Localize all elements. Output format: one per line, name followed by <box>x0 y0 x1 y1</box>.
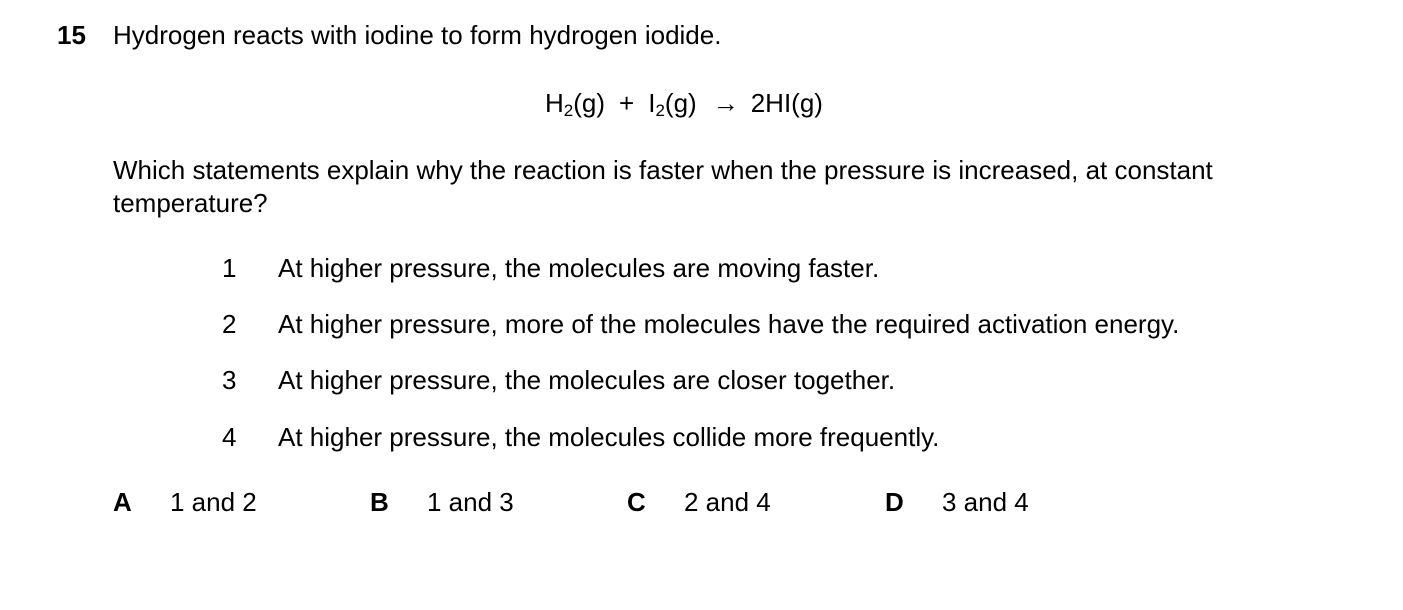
option-letter: D <box>885 487 904 517</box>
question-number: 15 <box>57 20 86 50</box>
statement-item <box>222 365 895 395</box>
statement-number: 3 <box>222 365 237 395</box>
answer-option-b[interactable] <box>370 487 514 517</box>
option-text: 3 and 4 <box>942 487 1029 517</box>
product-hydrogen-iodide: 2HI(g) <box>750 88 823 118</box>
answer-option-c[interactable] <box>627 487 771 517</box>
option-letter: B <box>370 487 389 517</box>
statement-text: At higher pressure, the molecules collide more frequently. <box>278 422 940 452</box>
answer-option-d[interactable] <box>885 487 1029 517</box>
option-letter: C <box>627 487 646 517</box>
answer-option-a[interactable] <box>113 487 257 517</box>
reactant-hydrogen: $H_2(g)$ <box>545 88 606 120</box>
reactant-iodine: $I_2(g)$ <box>648 88 697 120</box>
statement-number: 1 <box>222 253 237 283</box>
plus-sign: + <box>619 88 635 118</box>
option-text: 1 and 3 <box>427 487 514 517</box>
statement-item <box>222 422 939 452</box>
statement-text: At higher pressure, the molecules are moving faster. <box>278 253 880 283</box>
statement-number: 4 <box>222 422 237 452</box>
statement-number: 2 <box>222 309 237 339</box>
statement-text: At higher pressure, the molecules are closer together. <box>278 365 896 395</box>
question-stem: Hydrogen reacts with iodine to form hydrogen iodide. <box>113 20 722 50</box>
statement-item <box>222 309 1179 339</box>
option-letter: A <box>113 487 132 517</box>
question-prompt: Which statements explain why the reaction is faster when the pressure is increased, at constant temperature? <box>113 155 1213 218</box>
statement-item <box>222 253 879 283</box>
option-text: 1 and 2 <box>170 487 257 517</box>
reaction-arrow: → <box>712 88 739 118</box>
statement-text: At higher pressure, more of the molecules have the required activation energy. <box>278 309 1180 339</box>
option-text: 2 and 4 <box>684 487 771 517</box>
chemical-equation <box>545 88 823 118</box>
